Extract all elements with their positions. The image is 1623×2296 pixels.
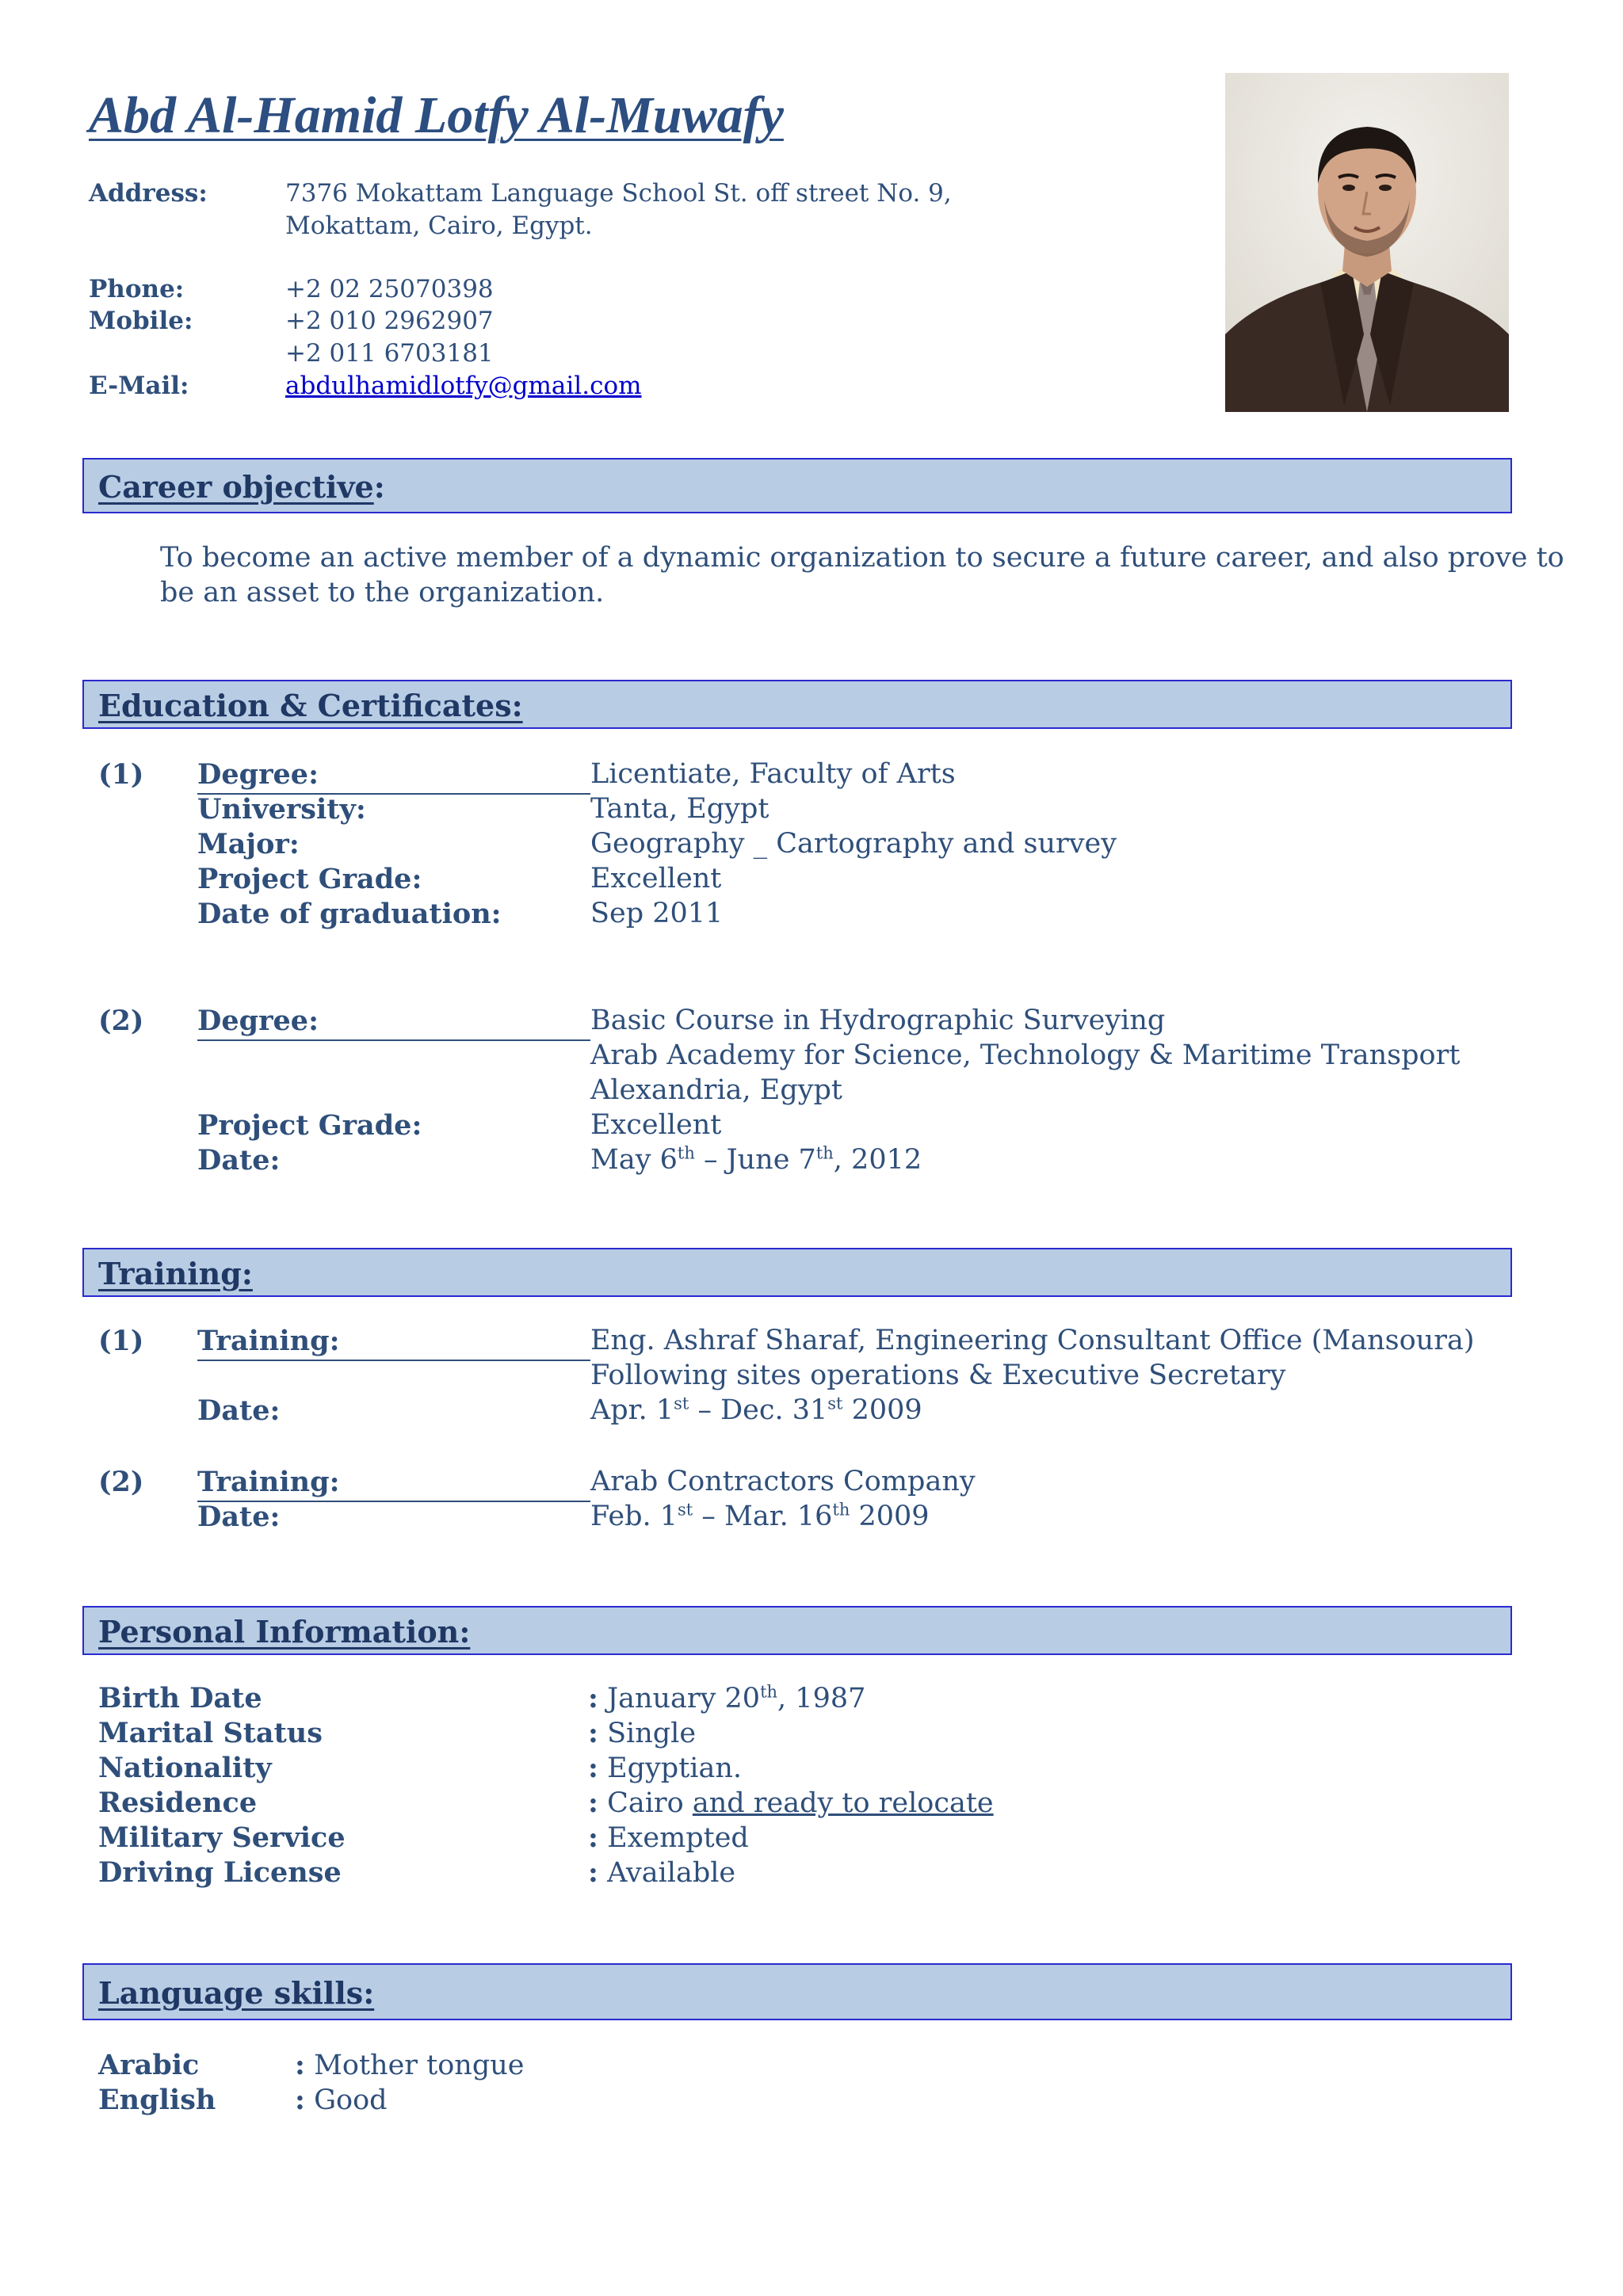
education-item-1-degree: Licentiate, Faculty of Arts [590,758,956,790]
education-header [82,680,1512,729]
military-service-value: : Exempted [588,1821,749,1854]
education-item-1-major-label: Major: [197,828,300,860]
birth-date-label: Birth Date [98,1682,262,1714]
phone-value: +2 02 25070398 [285,275,494,303]
career-objective-line1: To become an active member of a dynamic organization to secure a future career, and also prove to [160,542,1564,574]
address-label: Address: [89,179,208,208]
english-value: : Good [295,2084,388,2116]
training-item-1-date-label: Date: [197,1394,281,1427]
address-line1: 7376 Mokattam Language School St. off street No. 9, [285,179,952,208]
education-item-1-number: (1) [98,758,144,791]
training-item-2-date-label: Date: [197,1501,281,1533]
education-title: Education & Certificates: [98,688,523,723]
education-item-1-grade: Excellent [590,863,722,894]
education-item-2-date: May 6th – June 7th, 2012 [590,1143,922,1176]
education-item-2-grade-label: Project Grade: [197,1109,422,1142]
military-service-label: Military Service [98,1821,346,1854]
personal-info-title: Personal Information: [98,1614,471,1650]
profile-photo [1225,73,1509,412]
mobile-value-1: +2 010 2962907 [285,307,494,335]
training-item-2-number: (2) [98,1466,144,1498]
education-item-2-grade: Excellent [590,1109,722,1141]
email-link[interactable]: abdulhamidlotfy@gmail.com [285,372,642,400]
education-item-2-degree: Basic Course in Hydrographic Surveying [590,1005,1166,1036]
career-objective-title: Career objective: [98,469,385,505]
personal-info-header [82,1606,1512,1655]
training-item-1-number: (1) [98,1325,144,1357]
language-skills-title: Language skills: [98,1975,375,2011]
training-item-1-line1: Eng. Ashraf Sharaf, Engineering Consultant Office (Mansoura) [590,1325,1475,1356]
nationality-value: : Egyptian. [588,1752,742,1784]
phone-label: Phone: [89,275,185,303]
marital-status-label: Marital Status [98,1717,323,1749]
career-objective-line2: be an asset to the organization. [160,577,605,608]
education-item-1-degree-label: Degree: [197,758,319,791]
nationality-label: Nationality [98,1752,272,1784]
mobile-value-2: +2 011 6703181 [285,339,494,368]
training-item-2-label: Training: [197,1466,340,1498]
residence-label: Residence [98,1787,258,1819]
training-header [82,1248,1512,1297]
birth-date-value: : January 20th, 1987 [588,1682,866,1714]
education-item-1-grade-label: Project Grade: [197,863,422,895]
training-item-2-date: Feb. 1st – Mar. 16th 2009 [590,1500,930,1532]
education-item-2-degree-label: Degree: [197,1005,319,1037]
marital-status-value: : Single [588,1717,697,1749]
education-item-2-institution: Arab Academy for Science, Technology & Maritime Transport [590,1039,1461,1071]
profile-photo-illustration [1225,73,1509,412]
residence-value: : Cairo and ready to relocate [588,1787,994,1819]
education-item-2-number: (2) [98,1005,144,1037]
driving-license-value: : Available [588,1856,736,1889]
language-skills-header [82,1963,1512,2020]
training-item-1-date: Apr. 1st – Dec. 31st 2009 [590,1394,922,1426]
training-item-2-line1: Arab Contractors Company [590,1466,976,1497]
mobile-label: Mobile: [89,307,193,335]
english-label: English [98,2084,216,2116]
education-item-1-university: Tanta, Egypt [590,793,769,825]
education-item-1-date: Sep 2011 [590,898,724,929]
training-item-1-label: Training: [197,1325,340,1357]
person-name: Abd Al-Hamid Lotfy Al-Muwafy [89,86,784,144]
driving-license-label: Driving License [98,1856,342,1889]
training-title: Training: [98,1256,253,1291]
education-item-2-location: Alexandria, Egypt [590,1074,842,1106]
career-objective-header [82,458,1512,513]
arabic-value: : Mother tongue [295,2049,525,2081]
education-item-1-date-label: Date of graduation: [197,898,502,930]
education-item-2-date-label: Date: [197,1144,281,1177]
education-item-1-university-label: University: [197,793,366,826]
training-item-1-line2: Following sites operations & Executive Secretary [590,1360,1286,1391]
training-underline [197,1360,590,1361]
education-item-1-major: Geography _ Cartography and survey [590,828,1117,860]
arabic-label: Arabic [98,2049,200,2081]
email-label: E-Mail: [89,372,189,400]
degree-underline [197,1039,590,1041]
address-line2: Mokattam, Cairo, Egypt. [285,212,593,240]
